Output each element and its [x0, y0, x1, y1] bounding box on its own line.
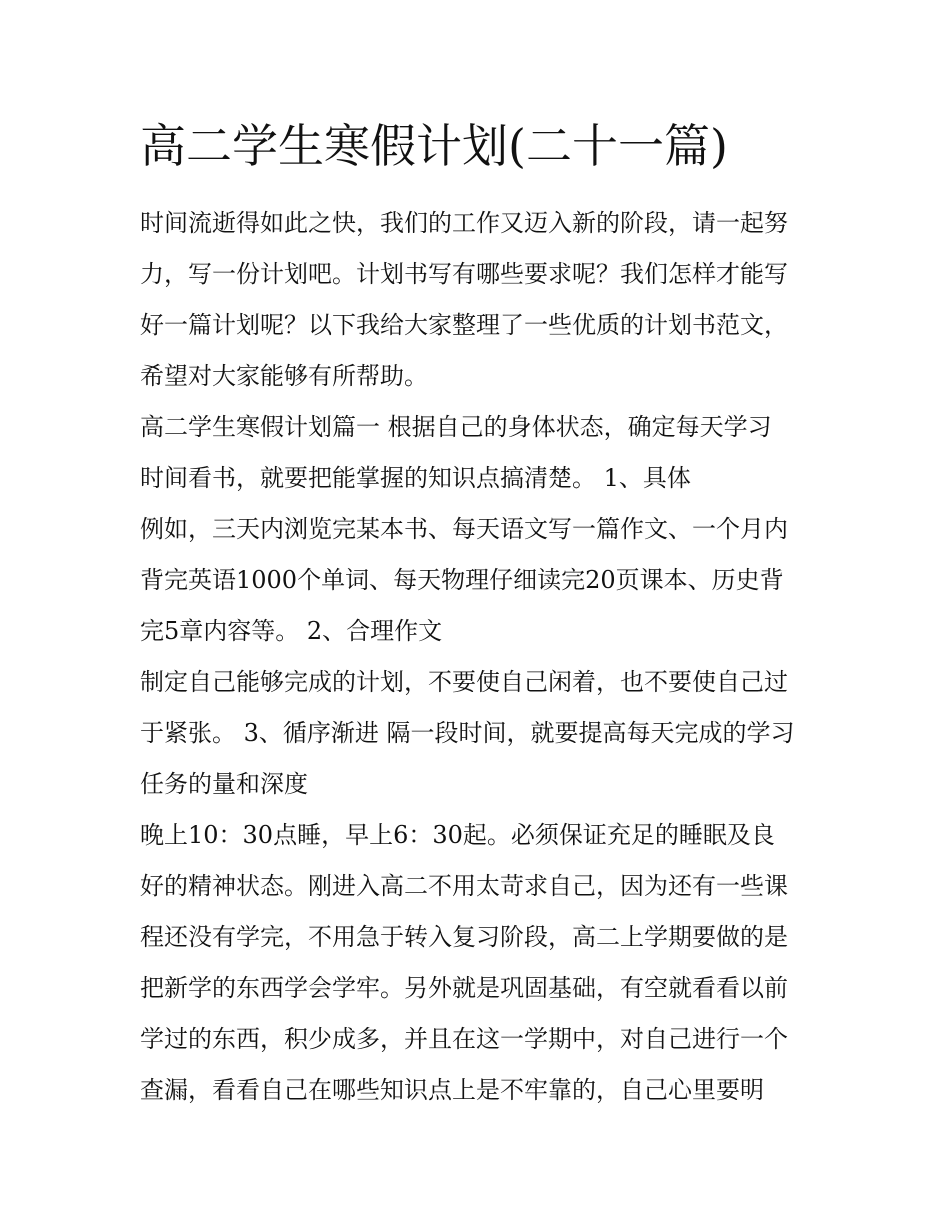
- body-line: 学过的东西，积少成多，并且在这一学期中，对自己进行一个: [140, 1025, 788, 1053]
- body-line: 力，写一份计划吧。计划书写有哪些要求呢？我们怎样才能写: [140, 260, 788, 288]
- document-body: [140, 198, 820, 1116]
- body-line: 任务的量和深度: [140, 770, 308, 798]
- body-line: 希望对大家能够有所帮助。: [140, 362, 428, 390]
- body-line: 时间流逝得如此之快，我们的工作又迈入新的阶段，请一起努: [140, 209, 788, 237]
- document-page: [140, 110, 820, 1116]
- body-line: 查漏，看看自己在哪些知识点上是不牢靠的，自己心里要明: [140, 1076, 764, 1104]
- body-line: 好一篇计划呢？以下我给大家整理了一些优质的计划书范文，: [140, 311, 788, 339]
- body-line: 晚上10：30点睡，早上6：30起。必须保证充足的睡眠及良: [140, 821, 775, 849]
- body-line: 把新学的东西学会学牢。另外就是巩固基础，有空就看看以前: [140, 974, 788, 1002]
- body-line: 完5章内容等。 2、合理作文: [140, 617, 443, 645]
- body-line: 制定自己能够完成的计划，不要使自己闲着，也不要使自己过: [140, 668, 788, 696]
- body-line: 程还没有学完，不用急于转入复习阶段，高二上学期要做的是: [140, 923, 788, 951]
- body-line: 高二学生寒假计划篇一 根据自己的身体状态，确定每天学习: [140, 413, 772, 441]
- document-title: 高二学生寒假计划(二十一篇): [140, 119, 728, 173]
- body-line: 时间看书，就要把能掌握的知识点搞清楚。 1、具体: [140, 464, 691, 492]
- body-line: 好的精神状态。刚进入高二不用太苛求自己，因为还有一些课: [140, 872, 788, 900]
- body-line: 例如，三天内浏览完某本书、每天语文写一篇作文、一个月内: [140, 515, 788, 543]
- body-line: 于紧张。 3、循序渐进 隔一段时间，就要提高每天完成的学习: [140, 719, 795, 747]
- body-line: 背完英语1000个单词、每天物理仔细读完20页课本、历史背: [140, 566, 784, 594]
